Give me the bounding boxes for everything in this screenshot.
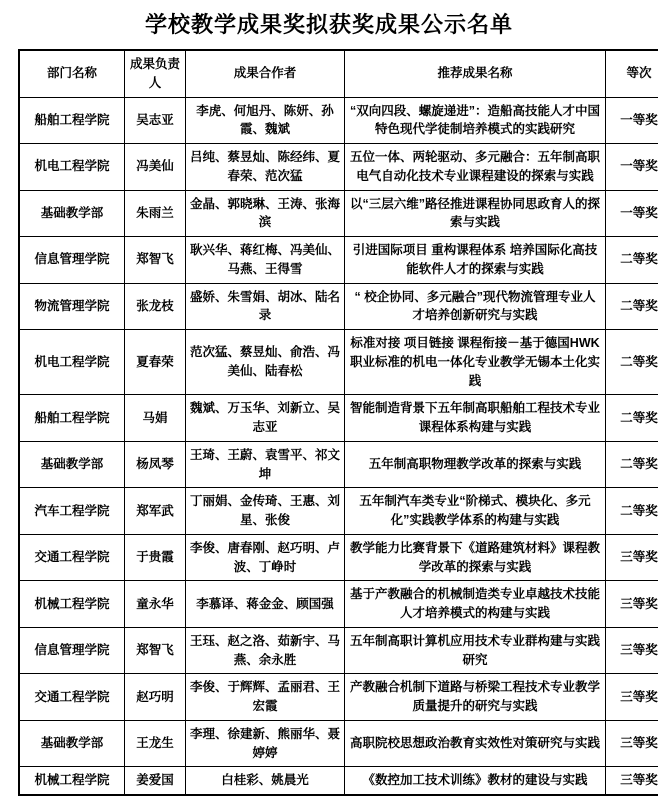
header-row <box>19 50 658 97</box>
table-row <box>19 237 658 284</box>
cell-rank: 二等奖 <box>606 330 658 395</box>
cell-collaborators: 王琦、王蔚、袁雪平、祁文坤 <box>186 441 345 488</box>
column-header-collaborators: 成果合作者 <box>186 50 345 97</box>
cell-dept: 交通工程学院 <box>19 534 125 581</box>
cell-rank: 三等奖 <box>606 581 658 628</box>
cell-rank: 二等奖 <box>606 488 658 535</box>
cell-rank: 二等奖 <box>606 395 658 442</box>
table-row <box>19 395 658 442</box>
cell-rank: 三等奖 <box>606 627 658 674</box>
cell-achievement: 五年制高职物理教学改革的探索与实践 <box>345 441 606 488</box>
table-row <box>19 97 658 144</box>
table-header <box>19 50 658 97</box>
table-row <box>19 488 658 535</box>
cell-dept: 船舶工程学院 <box>19 97 125 144</box>
cell-collaborators: 李慕译、蒋金金、顾国强 <box>186 581 345 628</box>
cell-collaborators: 耿兴华、蒋红梅、冯美仙、马燕、王得雪 <box>186 237 345 284</box>
cell-dept: 基础教学部 <box>19 441 125 488</box>
cell-rank: 二等奖 <box>606 237 658 284</box>
cell-leader: 朱雨兰 <box>125 190 186 237</box>
cell-achievement: 产教融合机制下道路与桥梁工程技术专业教学质量提升的研究与实践 <box>345 674 606 721</box>
table-row <box>19 190 658 237</box>
table-row <box>19 720 658 767</box>
cell-dept: 信息管理学院 <box>19 237 125 284</box>
cell-achievement: 五年制高职计算机应用技术专业群构建与实践研究 <box>345 627 606 674</box>
cell-achievement: “双向四段、螺旋递进”：造船高技能人才中国特色现代学徒制培养模式的实践研究 <box>345 97 606 144</box>
cell-dept: 交通工程学院 <box>19 674 125 721</box>
column-header-rank: 等次 <box>606 50 658 97</box>
cell-rank: 二等奖 <box>606 441 658 488</box>
table-row <box>19 144 658 191</box>
cell-collaborators: 王珏、赵之洛、茹新宇、马燕、余永胜 <box>186 627 345 674</box>
cell-collaborators: 金晶、郭晓琳、王涛、张海滨 <box>186 190 345 237</box>
cell-leader: 马娟 <box>125 395 186 442</box>
cell-dept: 汽车工程学院 <box>19 488 125 535</box>
cell-achievement: 五年制汽车类专业“阶梯式、模块化、多元化”实践教学体系的构建与实践 <box>345 488 606 535</box>
cell-leader: 童永华 <box>125 581 186 628</box>
column-header-dept: 部门名称 <box>19 50 125 97</box>
cell-dept: 机电工程学院 <box>19 144 125 191</box>
cell-collaborators: 李俊、于辉辉、孟丽君、王宏霞 <box>186 674 345 721</box>
cell-leader: 吴志亚 <box>125 97 186 144</box>
awards-table <box>18 49 658 796</box>
table-body <box>19 97 658 795</box>
cell-achievement: 《数控加工技术训练》教材的建设与实践 <box>345 767 606 795</box>
cell-achievement: 教学能力比赛背景下《道路建筑材料》课程教学改革的探索与实践 <box>345 534 606 581</box>
cell-leader: 郑智飞 <box>125 237 186 284</box>
table-row <box>19 627 658 674</box>
cell-dept: 机电工程学院 <box>19 330 125 395</box>
cell-rank: 三等奖 <box>606 767 658 795</box>
cell-leader: 郑智飞 <box>125 627 186 674</box>
cell-rank: 三等奖 <box>606 534 658 581</box>
cell-collaborators: 李俊、唐春刚、赵巧明、卢波、丁峥时 <box>186 534 345 581</box>
cell-dept: 信息管理学院 <box>19 627 125 674</box>
cell-rank: 一等奖 <box>606 144 658 191</box>
cell-collaborators: 李理、徐建新、熊丽华、聂婷婷 <box>186 720 345 767</box>
cell-dept: 机械工程学院 <box>19 767 125 795</box>
page-title: 学校教学成果奖拟获奖成果公示名单 <box>144 12 513 37</box>
cell-achievement: 引进国际项目 重构课程体系 培养国际化高技能软件人才的探索与实践 <box>345 237 606 284</box>
cell-collaborators: 魏斌、万玉华、刘新立、吴志亚 <box>186 395 345 442</box>
cell-achievement: 高职院校思想政治教育实效性对策研究与实践 <box>345 720 606 767</box>
table-row <box>19 330 658 395</box>
cell-collaborators: 丁丽娟、金传琦、王惠、刘星、张俊 <box>186 488 345 535</box>
cell-dept: 机械工程学院 <box>19 581 125 628</box>
cell-achievement: 基于产教融合的机械制造类专业卓越技术技能人才培养模式的构建与实践 <box>345 581 606 628</box>
cell-dept: 船舶工程学院 <box>19 395 125 442</box>
cell-collaborators: 李虎、何旭丹、陈妍、孙霞、魏斌 <box>186 97 345 144</box>
cell-rank: 一等奖 <box>606 190 658 237</box>
cell-leader: 郑军武 <box>125 488 186 535</box>
table-row <box>19 674 658 721</box>
cell-leader: 冯美仙 <box>125 144 186 191</box>
cell-achievement: 智能制造背景下五年制高职船舶工程技术专业课程体系构建与实践 <box>345 395 606 442</box>
cell-leader: 于贵霞 <box>125 534 186 581</box>
cell-achievement: 五位一体、两轮驱动、多元融合：五年制高职电气自动化技术专业课程建设的探索与实践 <box>345 144 606 191</box>
cell-rank: 一等奖 <box>606 97 658 144</box>
cell-collaborators: 吕纯、蔡昱灿、陈经纬、夏春荣、范次猛 <box>186 144 345 191</box>
cell-leader: 杨凤琴 <box>125 441 186 488</box>
table-row <box>19 534 658 581</box>
cell-leader: 赵巧明 <box>125 674 186 721</box>
column-header-achievement: 推荐成果名称 <box>345 50 606 97</box>
cell-dept: 基础教学部 <box>19 190 125 237</box>
cell-achievement: 以“三层六维”路径推进课程协同思政育人的探索与实践 <box>345 190 606 237</box>
cell-rank: 三等奖 <box>606 720 658 767</box>
table-row <box>19 581 658 628</box>
cell-dept: 基础教学部 <box>19 720 125 767</box>
cell-rank: 三等奖 <box>606 674 658 721</box>
cell-collaborators: 白桂彩、姚晨光 <box>186 767 345 795</box>
cell-achievement: “ 校企协同、多元融合”现代物流管理专业人才培养创新研究与实践 <box>345 283 606 330</box>
table-row <box>19 283 658 330</box>
cell-leader: 王龙生 <box>125 720 186 767</box>
cell-collaborators: 盛娇、朱雪娟、胡冰、陆名录 <box>186 283 345 330</box>
cell-leader: 姜爱国 <box>125 767 186 795</box>
cell-leader: 夏春荣 <box>125 330 186 395</box>
table-row <box>19 441 658 488</box>
cell-collaborators: 范次猛、蔡昱灿、俞浩、冯美仙、陆春松 <box>186 330 345 395</box>
cell-dept: 物流管理学院 <box>19 283 125 330</box>
cell-rank: 二等奖 <box>606 283 658 330</box>
cell-leader: 张龙枝 <box>125 283 186 330</box>
column-header-leader: 成果负责人 <box>125 50 186 97</box>
cell-achievement: 标准对接 项目链接 课程衔接－基于德国HWK 职业标准的机电一体化专业教学无锡本土化实践 <box>345 330 606 395</box>
table-row <box>19 767 658 795</box>
